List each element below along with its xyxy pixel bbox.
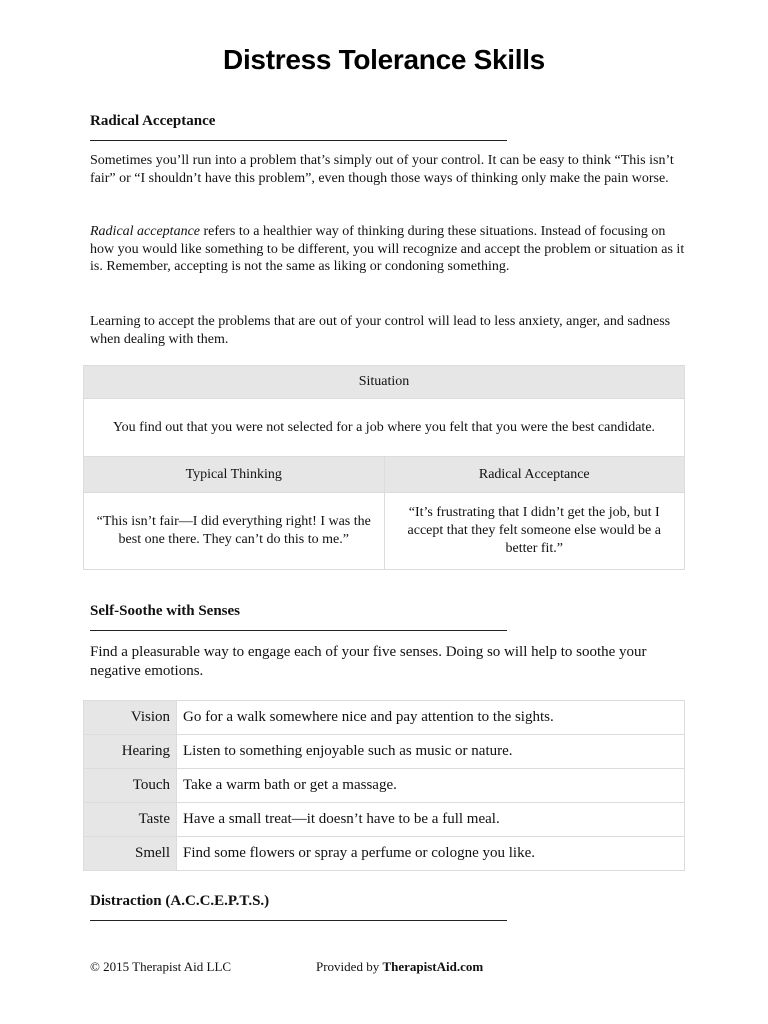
senses-table: [83, 700, 685, 871]
self-soothe-rule: [90, 630, 507, 631]
footer-brand: TherapistAid.com: [382, 959, 484, 974]
footer-provided-by: [316, 959, 483, 975]
radical-acceptance-para-3: Learning to accept the problems that are out of your control will lead to less anxiety, anger, and sadness when dealing with them.: [90, 314, 671, 347]
sense-label: Vision: [84, 701, 177, 735]
sense-description: Have a small treat—it doesn’t have to be a full meal.: [177, 803, 685, 837]
self-soothe-intro: Find a pleasurable way to engage each of your five senses. Doing so will help to soothe your negative emotions.: [90, 644, 647, 679]
footer-copyright: © 2015 Therapist Aid LLC: [90, 959, 232, 974]
radical-acceptance-term: Radical acceptance: [90, 224, 201, 239]
sense-label: Hearing: [84, 735, 177, 769]
sense-description: Go for a walk somewhere nice and pay attention to the sights.: [177, 701, 685, 735]
page-title: Distress Tolerance Skills: [223, 44, 545, 75]
distraction-rule: [90, 920, 507, 921]
sense-label: Smell: [84, 837, 177, 871]
sense-row: [84, 837, 685, 871]
typical-thinking-text: “This isn’t fair—I did everything right! I was the best one there. They can’t do this to me.”: [84, 493, 385, 570]
situation-header-row: [84, 366, 685, 399]
radical-acceptance-heading: Radical Acceptance: [90, 113, 216, 129]
self-soothe-heading: Self-Soothe with Senses: [90, 603, 241, 619]
footer-provided-prefix: Provided by: [316, 959, 383, 974]
sense-label: Touch: [84, 769, 177, 803]
radical-acceptance-text: “It’s frustrating that I didn’t get the job, but I accept that they felt someone else would be a better fit.”: [384, 493, 685, 570]
distraction-heading: Distraction (A.C.C.E.P.T.S.): [90, 893, 270, 909]
sense-row: [84, 803, 685, 837]
situation-row: [84, 399, 685, 457]
situation-header: Situation: [84, 366, 685, 399]
typical-thinking-header: Typical Thinking: [84, 457, 385, 493]
sense-description: Take a warm bath or get a massage.: [177, 769, 685, 803]
radical-acceptance-header: Radical Acceptance: [384, 457, 685, 493]
radical-acceptance-para-1: Sometimes you’ll run into a problem that’s simply out of your control. It can be easy to think “This isn’t fair” or “I shouldn’t have this problem”, even though those ways of thinking only make the pain worse.: [90, 153, 674, 186]
sense-row: [84, 701, 685, 735]
radical-acceptance-definition: refers to a healthier way of thinking during these situations. Instead of focusing on how you would like something to be different, you will recognize and accept the problem or situation as it is. Remember, accepting is not the same as liking or condoning something.: [90, 224, 685, 274]
thinking-row: [84, 493, 685, 570]
sense-row: [84, 735, 685, 769]
sense-description: Listen to something enjoyable such as music or nature.: [177, 735, 685, 769]
situation-text: You find out that you were not selected for a job where you felt that you were the best candidate.: [84, 399, 685, 457]
sense-description: Find some flowers or spray a perfume or cologne you like.: [177, 837, 685, 871]
radical-acceptance-table: [83, 365, 685, 570]
radical-acceptance-rule: [90, 140, 507, 141]
radical-acceptance-para-2: [90, 223, 690, 276]
thinking-header-row: [84, 457, 685, 493]
sense-row: [84, 769, 685, 803]
sense-label: Taste: [84, 803, 177, 837]
